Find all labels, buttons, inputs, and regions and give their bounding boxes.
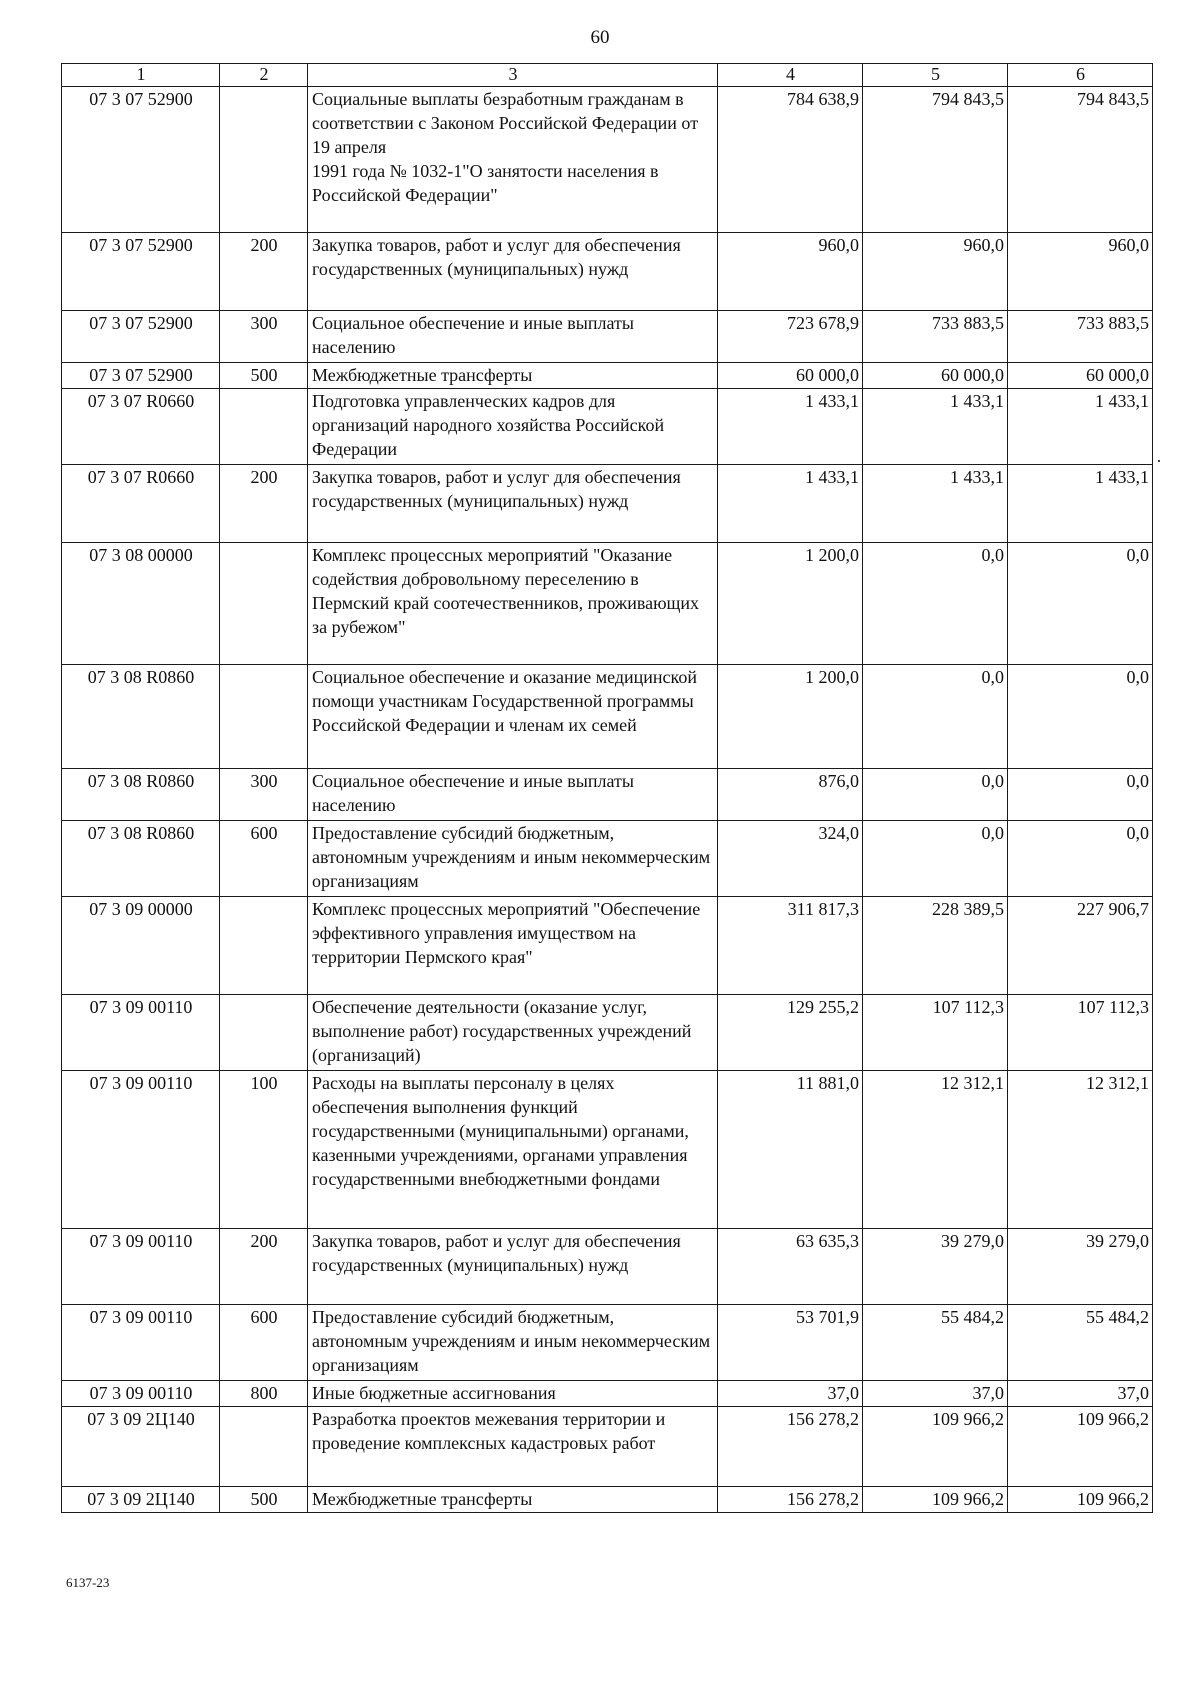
expense-type-cell: 100 (220, 1071, 308, 1229)
column-header: 3 (308, 64, 718, 87)
amount-col5-cell: 0,0 (863, 821, 1008, 897)
column-header: 2 (220, 64, 308, 87)
item-name-cell: Социальное обеспечение и оказание медицинской помощи участникам Государственной программы Российской Федерации и членам их семей (308, 665, 718, 769)
amount-col5-cell: 109 966,2 (863, 1487, 1008, 1513)
amount-col6-cell: 1 433,1 (1008, 465, 1153, 543)
budget-code-cell: 07 3 08 R0860 (62, 821, 220, 897)
amount-col5-cell: 12 312,1 (863, 1071, 1008, 1229)
table-row (62, 665, 1153, 769)
item-name-cell: Закупка товаров, работ и услуг для обеспечения государственных (муниципальных) нужд (308, 465, 718, 543)
expense-type-cell: 500 (220, 1487, 308, 1513)
item-name-cell: Межбюджетные трансферты (308, 363, 718, 389)
table-row (62, 1381, 1153, 1407)
amount-col5-cell: 107 112,3 (863, 995, 1008, 1071)
item-name-cell: Комплекс процессных мероприятий "Оказание содействия добровольному переселению в Пермский край соотечественников, проживающих за рубежом" (308, 543, 718, 665)
expense-type-cell: 600 (220, 1305, 308, 1381)
item-name-cell: Иные бюджетные ассигнования (308, 1381, 718, 1407)
expense-type-cell (220, 897, 308, 995)
expense-type-cell: 600 (220, 821, 308, 897)
budget-code-cell: 07 3 09 2Ц140 (62, 1487, 220, 1513)
table-row (62, 389, 1153, 465)
table-row (62, 1305, 1153, 1381)
expense-type-cell: 200 (220, 233, 308, 311)
amount-col6-cell: 12 312,1 (1008, 1071, 1153, 1229)
budget-code-cell: 07 3 08 00000 (62, 543, 220, 665)
expense-type-cell: 200 (220, 1229, 308, 1305)
table-row (62, 1229, 1153, 1305)
expense-type-cell: 300 (220, 769, 308, 821)
budget-code-cell: 07 3 07 52900 (62, 363, 220, 389)
budget-code-cell: 07 3 09 00110 (62, 1071, 220, 1229)
amount-col4-cell: 63 635,3 (718, 1229, 863, 1305)
amount-col5-cell: 1 433,1 (863, 465, 1008, 543)
amount-col5-cell: 0,0 (863, 543, 1008, 665)
item-name-cell: Расходы на выплаты персоналу в целях обеспечения выполнения функций государственными (муниципальными) органами, казенными учреждениями, органами управления государственными внебюджетными фондами (308, 1071, 718, 1229)
expense-type-cell: 500 (220, 363, 308, 389)
amount-col4-cell: 1 433,1 (718, 465, 863, 543)
item-name-cell: Разработка проектов межевания территории и проведение комплексных кадастровых работ (308, 1407, 718, 1487)
amount-col6-cell: 0,0 (1008, 665, 1153, 769)
amount-col5-cell: 1 433,1 (863, 389, 1008, 465)
table-row (62, 233, 1153, 311)
scan-artifact (1158, 460, 1160, 462)
amount-col4-cell: 311 817,3 (718, 897, 863, 995)
column-header: 5 (863, 64, 1008, 87)
amount-col4-cell: 1 200,0 (718, 665, 863, 769)
amount-col6-cell: 109 966,2 (1008, 1407, 1153, 1487)
amount-col5-cell: 37,0 (863, 1381, 1008, 1407)
amount-col6-cell: 1 433,1 (1008, 389, 1153, 465)
item-name-cell: Закупка товаров, работ и услуг для обеспечения государственных (муниципальных) нужд (308, 233, 718, 311)
expense-type-cell: 800 (220, 1381, 308, 1407)
amount-col5-cell: 733 883,5 (863, 311, 1008, 363)
amount-col5-cell: 55 484,2 (863, 1305, 1008, 1381)
amount-col5-cell: 0,0 (863, 665, 1008, 769)
amount-col4-cell: 129 255,2 (718, 995, 863, 1071)
amount-col4-cell: 784 638,9 (718, 87, 863, 233)
footer-document-code: 6137-23 (66, 1575, 110, 1590)
amount-col6-cell: 0,0 (1008, 821, 1153, 897)
budget-code-cell: 07 3 08 R0860 (62, 769, 220, 821)
budget-code-cell: 07 3 09 00000 (62, 897, 220, 995)
item-name-cell: Комплекс процессных мероприятий "Обеспечение эффективного управления имуществом на территории Пермского края" (308, 897, 718, 995)
amount-col5-cell: 60 000,0 (863, 363, 1008, 389)
column-header: 4 (718, 64, 863, 87)
budget-code-cell: 07 3 07 52900 (62, 233, 220, 311)
table-header-row (62, 64, 1153, 87)
table-row (62, 311, 1153, 363)
table-row (62, 543, 1153, 665)
table-row (62, 363, 1153, 389)
item-name-cell: Социальные выплаты безработным гражданам в соответствии с Законом Российской Федерации от 19 апреля 1991 года № 1032-1"О занятости населения в Российской Федерации" (308, 87, 718, 233)
budget-code-cell: 07 3 09 00110 (62, 1305, 220, 1381)
item-name-cell: Подготовка управленческих кадров для организаций народного хозяйства Российской Федерации (308, 389, 718, 465)
table-row (62, 995, 1153, 1071)
column-header: 1 (62, 64, 220, 87)
budget-code-cell: 07 3 09 00110 (62, 1229, 220, 1305)
amount-col4-cell: 723 678,9 (718, 311, 863, 363)
expense-type-cell: 200 (220, 465, 308, 543)
amount-col4-cell: 156 278,2 (718, 1407, 863, 1487)
table-body (62, 87, 1153, 1513)
expense-type-cell: 300 (220, 311, 308, 363)
item-name-cell: Закупка товаров, работ и услуг для обеспечения государственных (муниципальных) нужд (308, 1229, 718, 1305)
page-number: 60 (590, 27, 610, 48)
budget-code-cell: 07 3 09 00110 (62, 995, 220, 1071)
item-name-cell: Социальное обеспечение и иные выплаты населению (308, 311, 718, 363)
item-name-cell: Межбюджетные трансферты (308, 1487, 718, 1513)
amount-col4-cell: 37,0 (718, 1381, 863, 1407)
budget-table (61, 63, 1153, 1513)
expense-type-cell (220, 665, 308, 769)
expense-type-cell (220, 543, 308, 665)
item-name-cell: Предоставление субсидий бюджетным, автономным учреждениям и иным некоммерческим организациям (308, 821, 718, 897)
amount-col4-cell: 324,0 (718, 821, 863, 897)
item-name-cell: Обеспечение деятельности (оказание услуг, выполнение работ) государственных учреждений (организаций) (308, 995, 718, 1071)
expense-type-cell (220, 1407, 308, 1487)
table-row (62, 1487, 1153, 1513)
table-row (62, 87, 1153, 233)
budget-code-cell: 07 3 07 R0660 (62, 465, 220, 543)
amount-col6-cell: 55 484,2 (1008, 1305, 1153, 1381)
amount-col5-cell: 794 843,5 (863, 87, 1008, 233)
amount-col4-cell: 156 278,2 (718, 1487, 863, 1513)
amount-col5-cell: 109 966,2 (863, 1407, 1008, 1487)
amount-col4-cell: 1 433,1 (718, 389, 863, 465)
amount-col6-cell: 733 883,5 (1008, 311, 1153, 363)
table-row (62, 1071, 1153, 1229)
amount-col4-cell: 960,0 (718, 233, 863, 311)
amount-col5-cell: 39 279,0 (863, 1229, 1008, 1305)
expense-type-cell (220, 87, 308, 233)
budget-code-cell: 07 3 09 00110 (62, 1381, 220, 1407)
table-row (62, 769, 1153, 821)
amount-col5-cell: 0,0 (863, 769, 1008, 821)
expense-type-cell (220, 995, 308, 1071)
amount-col6-cell: 37,0 (1008, 1381, 1153, 1407)
budget-code-cell: 07 3 07 52900 (62, 311, 220, 363)
amount-col6-cell: 107 112,3 (1008, 995, 1153, 1071)
item-name-cell: Социальное обеспечение и иные выплаты населению (308, 769, 718, 821)
amount-col6-cell: 60 000,0 (1008, 363, 1153, 389)
amount-col6-cell: 0,0 (1008, 769, 1153, 821)
budget-code-cell: 07 3 09 2Ц140 (62, 1407, 220, 1487)
budget-code-cell: 07 3 07 R0660 (62, 389, 220, 465)
amount-col4-cell: 876,0 (718, 769, 863, 821)
table-row (62, 821, 1153, 897)
table-row (62, 465, 1153, 543)
budget-code-cell: 07 3 07 52900 (62, 87, 220, 233)
amount-col6-cell: 960,0 (1008, 233, 1153, 311)
amount-col5-cell: 960,0 (863, 233, 1008, 311)
amount-col5-cell: 228 389,5 (863, 897, 1008, 995)
amount-col4-cell: 53 701,9 (718, 1305, 863, 1381)
amount-col4-cell: 1 200,0 (718, 543, 863, 665)
amount-col4-cell: 11 881,0 (718, 1071, 863, 1229)
column-header: 6 (1008, 64, 1153, 87)
amount-col6-cell: 39 279,0 (1008, 1229, 1153, 1305)
amount-col6-cell: 109 966,2 (1008, 1487, 1153, 1513)
amount-col4-cell: 60 000,0 (718, 363, 863, 389)
table-row (62, 897, 1153, 995)
amount-col6-cell: 0,0 (1008, 543, 1153, 665)
amount-col6-cell: 227 906,7 (1008, 897, 1153, 995)
item-name-cell: Предоставление субсидий бюджетным, автономным учреждениям и иным некоммерческим организациям (308, 1305, 718, 1381)
amount-col6-cell: 794 843,5 (1008, 87, 1153, 233)
table-row (62, 1407, 1153, 1487)
expense-type-cell (220, 389, 308, 465)
budget-code-cell: 07 3 08 R0860 (62, 665, 220, 769)
